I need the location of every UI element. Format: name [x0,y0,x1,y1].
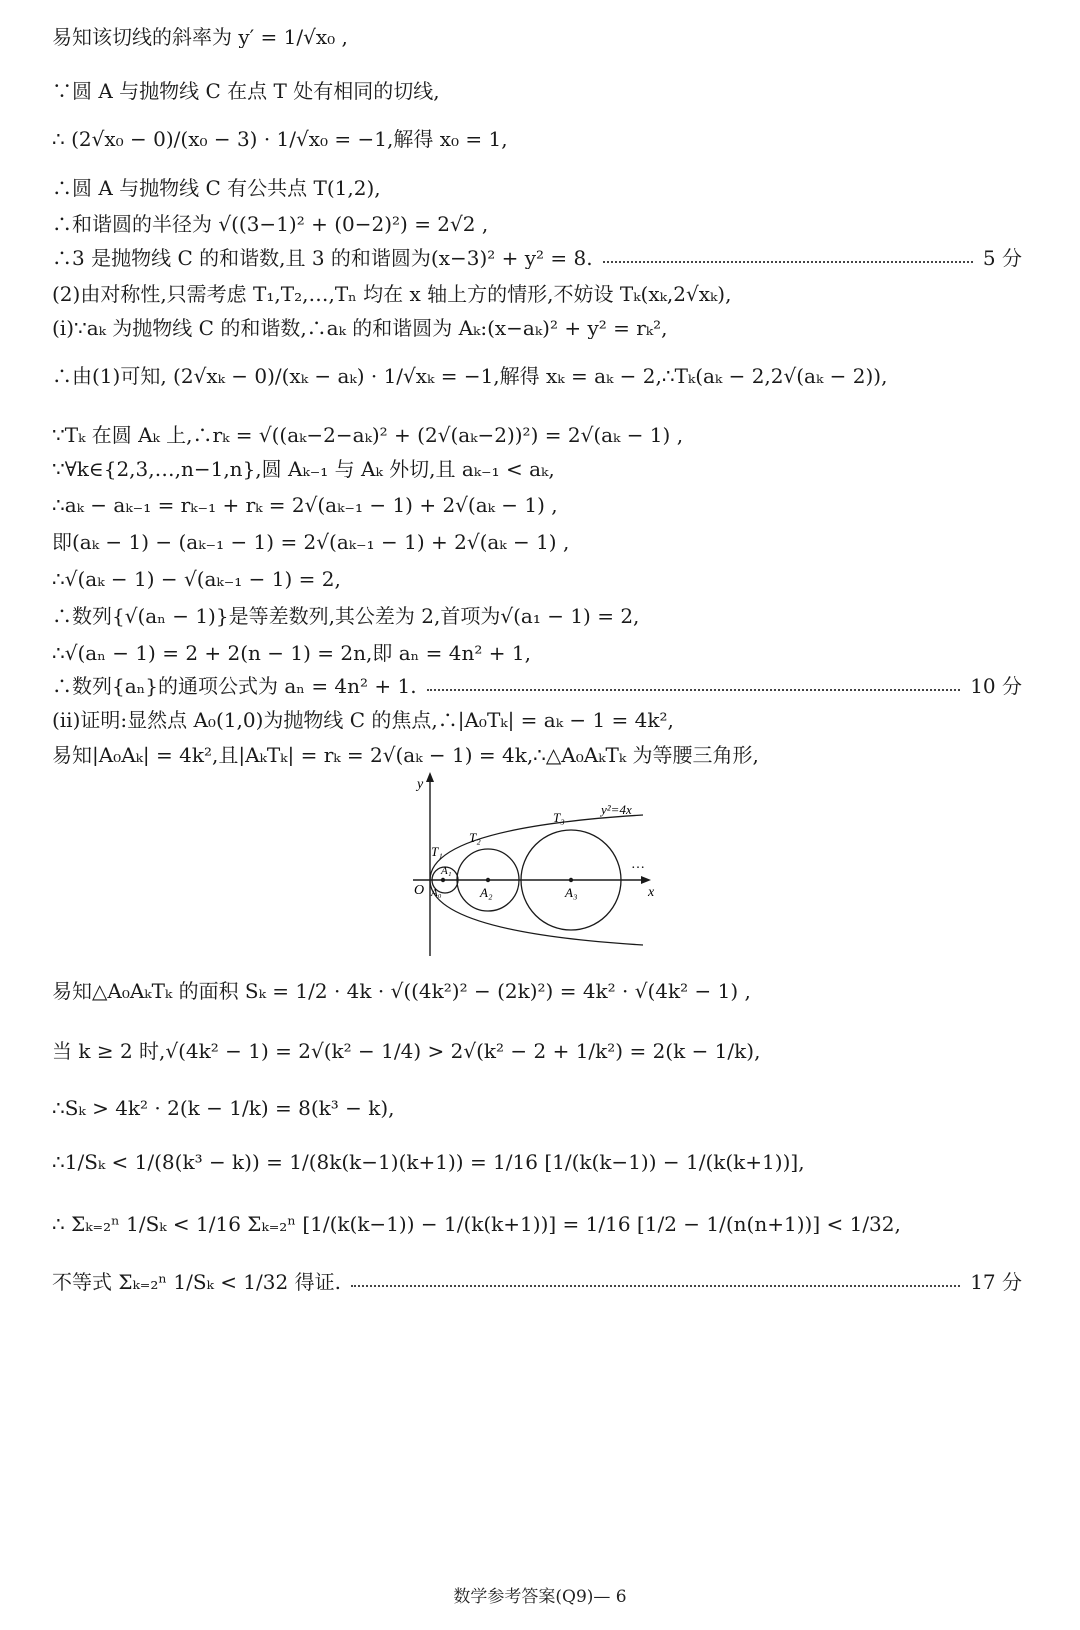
a1-label: A₁ [441,865,452,877]
ellipsis-label: … [631,857,645,872]
line-9 [52,365,1022,387]
a0-label: A₀ [431,887,442,899]
leader-dots [427,689,961,691]
line-17 [52,675,1022,697]
line-4-text: ∴圆 A 与抛物线 C 有公共点 T(1,2), [52,177,381,199]
line-13 [52,531,1022,553]
curve-label: y²=4x [601,802,632,817]
line-13-text: 即(aₖ − 1) − (aₖ₋₁ − 1) = 2√(aₖ₋₁ − 1) + 2√(aₖ − 1) , [52,531,570,553]
point-a2 [486,878,490,882]
line-12 [52,494,1022,516]
line-10 [52,424,1022,446]
line-7-text: (2)由对称性,只需考虑 T₁,T₂,…,Tₙ 均在 x 轴上方的情形,不妨设 Tₖ(xₖ,2√xₖ), [52,283,732,305]
line-19-text: 易知|A₀Aₖ| = 4k²,且|AₖTₖ| = rₖ = 2√(aₖ − 1) = 4k,∴△A₀AₖTₖ 为等腰三角形, [52,744,759,766]
line-3-text: ∴ (2√x₀ − 0)/(x₀ − 3) · 1/√x₀ = −1,解得 x₀ = 1, [52,128,508,150]
line-20-text: 易知△A₀AₖTₖ 的面积 Sₖ = 1/2 · 4k · √((4k²)² − (2k)²) = 4k² · √(4k² − 1) , [52,980,751,1002]
line-4 [52,177,1022,199]
line-22 [52,1097,1022,1119]
y-axis-label: y [417,777,424,792]
page-footer: 数学参考答案(Q9)— 6 [453,1587,627,1607]
line-12-text: ∴aₖ − aₖ₋₁ = rₖ₋₁ + rₖ = 2√(aₖ₋₁ − 1) + 2√(aₖ − 1) , [52,494,558,516]
line-18-text: (ⅱ)证明:显然点 A₀(1,0)为抛物线 C 的焦点,∴|A₀Tₖ| = aₖ − 1 = 4k², [52,709,674,731]
line-2 [52,80,1022,102]
origin-label: O [414,883,425,898]
line-23-text: ∴1/Sₖ < 1/(8(k³ − k)) = 1/(8k(k−1)(k+1)) = 1/16 [1/(k(k−1)) − 1/(k(k+1))], [52,1151,805,1173]
point-a3 [569,878,573,882]
line-6 [52,247,1022,269]
line-8 [52,317,1022,339]
line-24 [52,1213,1022,1235]
score-label: 17 分 [970,1270,1022,1294]
line-25-text: 不等式 Σₖ₌₂ⁿ 1/Sₖ < 1/32 得证. [52,1271,341,1293]
line-11 [52,458,1022,480]
line-22-text: ∴Sₖ > 4k² · 2(k − 1/k) = 8(k³ − k), [52,1097,395,1119]
line-19 [52,744,1022,766]
line-7 [52,283,1022,305]
line-9-text: ∴由(1)可知, (2√xₖ − 0)/(xₖ − aₖ) · 1/√xₖ = −1,解得 xₖ = aₖ − 2,∴Tₖ(aₖ − 2,2√(aₖ − 2)), [52,365,888,387]
line-23 [52,1151,1022,1173]
line-14 [52,568,1022,590]
line-8-text: (ⅰ)∵aₖ 为抛物线 C 的和谐数,∴aₖ 的和谐圆为 Aₖ:(x−aₖ)² + y² = rₖ², [52,317,668,339]
line-6-text: ∴3 是抛物线 C 的和谐数,且 3 的和谐圆为(x−3)² + y² = 8. [52,247,593,269]
line-15-text: ∴数列{√(aₙ − 1)}是等差数列,其公差为 2,首项为√(a₁ − 1) = 2, [52,605,640,627]
line-16 [52,642,1022,664]
score-label: 5 分 [982,246,1022,270]
line-16-text: ∴√(aₙ − 1) = 2 + 2(n − 1) = 2n,即 aₙ = 4n² + 1, [52,642,531,664]
line-11-text: ∵∀k∈{2,3,…,n−1,n},圆 Aₖ₋₁ 与 Aₖ 外切,且 aₖ₋₁ < aₖ, [52,458,555,480]
line-15 [52,605,1022,627]
line-3 [52,128,1022,150]
line-1-text: 易知该切线的斜率为 y′ = 1/√x₀ , [52,26,348,48]
point-a0 [441,878,445,882]
t2-label: T₂ [469,830,481,845]
line-10-text: ∵Tₖ 在圆 Aₖ 上,∴rₖ = √((aₖ−2−aₖ)² + (2√(aₖ−2))²) = 2√(aₖ − 1) , [52,424,684,446]
line-18 [52,709,1022,731]
t1-label: T₁ [431,844,443,859]
line-20 [52,980,1022,1002]
line-5-text: ∴和谐圆的半径为 √((3−1)² + (0−2)²) = 2√2 , [52,213,489,235]
tangent-circles-figure [405,770,655,960]
line-17-text: ∴数列{aₙ}的通项公式为 aₙ = 4n² + 1. [52,675,417,697]
line-25 [52,1271,1022,1293]
leader-dots [603,261,973,263]
line-24-text: ∴ Σₖ₌₂ⁿ 1/Sₖ < 1/16 Σₖ₌₂ⁿ [1/(k(k−1)) − 1/(k(k+1))] = 1/16 [1/2 − 1/(n(n+1))] < 1/32, [52,1213,901,1235]
t3-label: T₃ [553,810,565,825]
a3-label: A₃ [565,885,578,900]
y-axis-arrow [426,772,434,782]
line-21 [52,1040,1022,1062]
x-axis-arrow [641,876,651,884]
line-2-text: ∵圆 A 与抛物线 C 在点 T 处有相同的切线, [52,80,440,102]
score-label: 10 分 [970,674,1022,698]
leader-dots [351,1285,960,1287]
line-1 [52,26,1022,48]
line-5 [52,213,1022,235]
line-21-text: 当 k ≥ 2 时,√(4k² − 1) = 2√(k² − 1/4) > 2√(k² − 2 + 1/k²) = 2(k − 1/k), [52,1040,761,1062]
a2-label: A₂ [480,885,493,900]
line-14-text: ∴√(aₖ − 1) − √(aₖ₋₁ − 1) = 2, [52,568,341,590]
x-axis-label: x [648,885,655,900]
